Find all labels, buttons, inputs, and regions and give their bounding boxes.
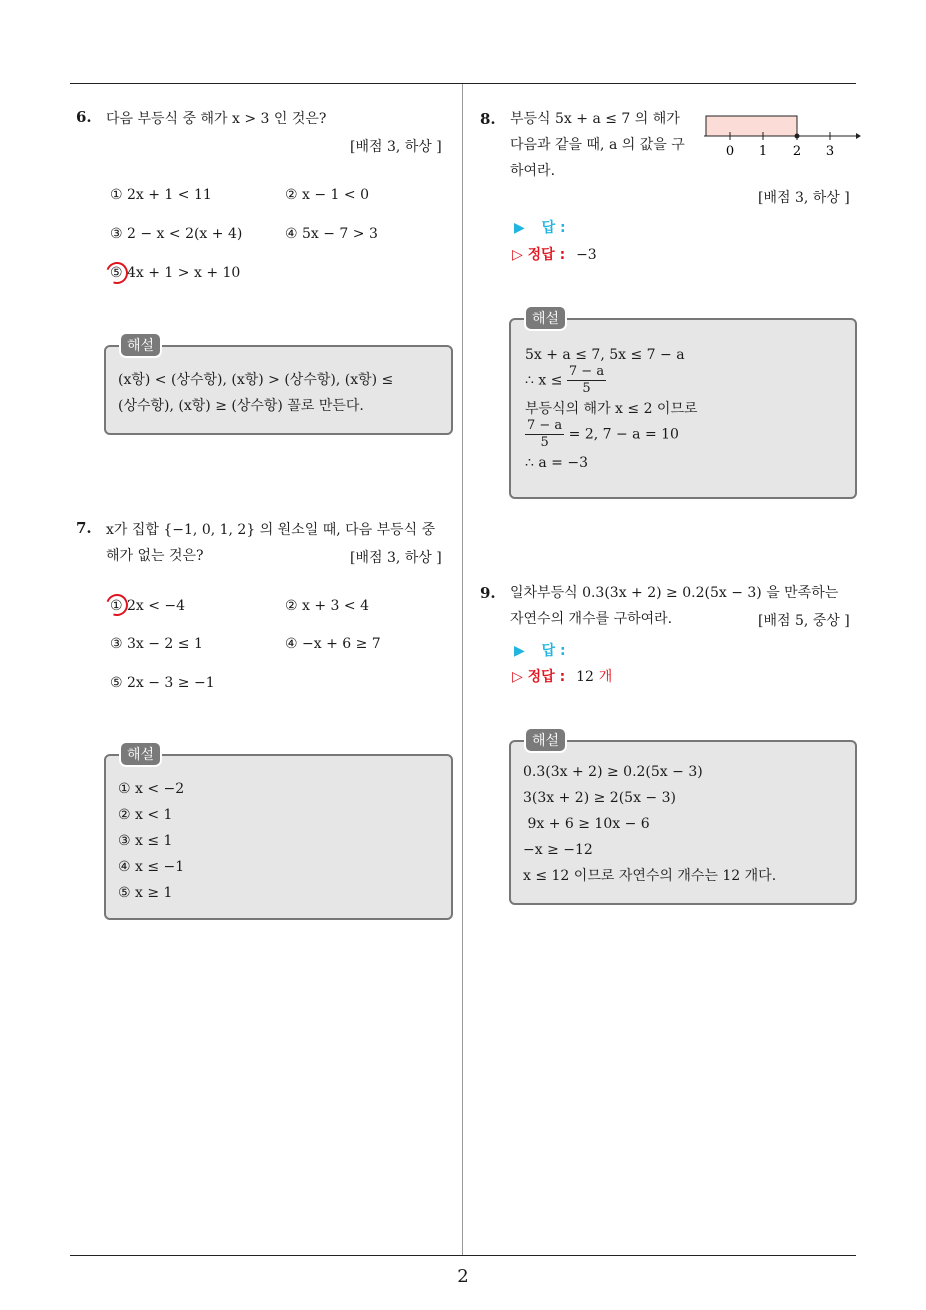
q6-explanation-box xyxy=(104,345,453,435)
question-8-number: 8. xyxy=(480,110,496,128)
q7-explain-line-5: ⑤ x ≥ 1 xyxy=(118,885,173,901)
question-7-text-line-1: x가 집합 {−1, 0, 1, 2} 의 원소일 때, 다음 부등식 중 xyxy=(106,522,436,538)
q6-choice-3[interactable]: ③ 2 − x < 2(x + 4) xyxy=(110,226,243,242)
q9-correct-unit: 개 xyxy=(598,669,613,685)
outline-arrow-icon: ▷ xyxy=(512,247,523,263)
page-number: 2 xyxy=(457,1266,469,1287)
question-8-text-line-1: 부등식 5x + a ≤ 7 의 해가 xyxy=(510,111,680,127)
q8-therefore-x: ∴ x ≤ xyxy=(525,372,563,389)
question-8-text-line-2: 다음과 같을 때, a 의 값을 구 xyxy=(510,137,685,153)
question-8-score: [배점 3, 하상 ] xyxy=(758,190,850,206)
q8-explain-line-2 xyxy=(525,364,606,397)
column-divider xyxy=(462,84,463,1256)
question-8-text-line-3: 하여라. xyxy=(510,163,556,179)
q9-explanation-box xyxy=(509,740,857,905)
q9-correct-row xyxy=(512,666,612,686)
q8-answer-label: 답 : xyxy=(541,220,566,236)
q7-explain-line-2: ② x < 1 xyxy=(118,807,173,823)
q9-explain-line-5: x ≤ 12 이므로 자연수의 개수는 12 개다. xyxy=(523,868,777,884)
q9-explain-line-1: 0.3(3x + 2) ≥ 0.2(5x − 3) xyxy=(523,764,703,780)
question-6-number: 6. xyxy=(76,108,92,126)
q7-choice-5[interactable]: ⑤ 2x − 3 ≥ −1 xyxy=(110,675,215,691)
question-6-text: 다음 부등식 중 해가 x > 3 인 것은? xyxy=(106,111,327,127)
q8-answer-row[interactable] xyxy=(514,217,566,237)
q7-choice-1[interactable]: ① 2x < −4 xyxy=(110,598,186,614)
solution-region xyxy=(706,116,797,136)
q7-choice-3[interactable]: ③ 3x − 2 ≤ 1 xyxy=(110,636,203,652)
play-arrow-icon: ▶ xyxy=(514,643,525,659)
q8-fraction-2 xyxy=(525,418,564,451)
selected-answer-circle-icon xyxy=(102,590,131,619)
q9-correct-label: 정답 : xyxy=(527,669,566,685)
q8-explanation-box xyxy=(509,318,857,499)
question-9-text-line-2: 자연수의 개수를 구하여라. xyxy=(510,611,673,627)
q8-explain-line-5: ∴ a = −3 xyxy=(525,455,588,471)
q6-choice-2[interactable]: ② x − 1 < 0 xyxy=(285,187,369,203)
q6-explain-line-1: (x항) < (상수항), (x항) > (상수항), (x항) ≤ xyxy=(118,372,394,388)
q9-answer-row[interactable] xyxy=(514,640,566,660)
q6-explanation-tag: 해설 xyxy=(119,332,162,358)
q9-explanation-tag: 해설 xyxy=(524,727,567,753)
question-7-text-line-2: 해가 없는 것은? xyxy=(106,548,204,564)
axis-arrow-icon xyxy=(856,133,861,139)
tick-label-3: 3 xyxy=(825,144,835,159)
tick-label-2: 2 xyxy=(792,144,802,159)
q6-choice-5[interactable]: ⑤ 4x + 1 > x + 10 xyxy=(110,265,241,281)
q6-choice-1[interactable]: ① 2x + 1 < 11 xyxy=(110,187,212,203)
question-7-number: 7. xyxy=(76,519,92,537)
q8-correct-label: 정답 : xyxy=(527,247,566,263)
q6-choice-4[interactable]: ④ 5x − 7 > 3 xyxy=(285,226,378,242)
tick-label-1: 1 xyxy=(758,144,768,159)
q8-explain-line-4 xyxy=(525,418,679,451)
q7-choice-2[interactable]: ② x + 3 < 4 xyxy=(285,598,369,614)
q8-fraction-2-numerator: 7 − a xyxy=(527,418,563,433)
bottom-rule xyxy=(70,1255,856,1256)
question-7-score: [배점 3, 하상 ] xyxy=(350,550,442,566)
number-line-diagram xyxy=(700,108,862,162)
q8-correct-value: −3 xyxy=(576,247,597,263)
selected-answer-circle-icon xyxy=(102,258,131,287)
q7-explain-line-4: ④ x ≤ −1 xyxy=(118,859,185,875)
q8-fraction-1-numerator: 7 − a xyxy=(568,364,605,379)
endpoint-dot-icon xyxy=(795,134,800,139)
q8-equation: = 2, 7 − a = 10 xyxy=(568,426,679,443)
q8-explanation-tag: 해설 xyxy=(524,305,567,331)
top-rule xyxy=(70,83,856,84)
question-9-number: 9. xyxy=(480,584,496,602)
q8-explain-line-1: 5x + a ≤ 7, 5x ≤ 7 − a xyxy=(525,347,685,363)
q9-explain-line-2: 3(3x + 2) ≥ 2(5x − 3) xyxy=(523,790,676,806)
q7-explanation-box xyxy=(104,754,453,920)
q9-explain-line-3: 9x + 6 ≥ 10x − 6 xyxy=(523,816,650,832)
q7-explain-line-3: ③ x ≤ 1 xyxy=(118,833,173,849)
q8-fraction-1-denominator: 5 xyxy=(582,381,591,396)
q8-fraction-2-denominator: 5 xyxy=(540,435,549,450)
q7-explanation-tag: 해설 xyxy=(119,741,162,767)
q7-choice-4[interactable]: ④ −x + 6 ≥ 7 xyxy=(285,636,381,652)
q8-fraction-1 xyxy=(567,364,606,397)
q6-explain-line-2: (상수항), (x항) ≥ (상수항) 꼴로 만든다. xyxy=(118,398,364,414)
outline-arrow-icon: ▷ xyxy=(512,669,523,685)
play-arrow-icon: ▶ xyxy=(514,220,525,236)
q8-correct-row xyxy=(512,244,597,264)
question-6-score: [배점 3, 하상 ] xyxy=(350,139,442,155)
q7-explain-line-1: ① x < −2 xyxy=(118,781,185,797)
question-9-score: [배점 5, 중상 ] xyxy=(758,613,850,629)
q9-answer-label: 답 : xyxy=(541,643,566,659)
q9-correct-value: 12 xyxy=(576,669,594,685)
tick-label-0: 0 xyxy=(725,144,735,159)
q9-explain-line-4: −x ≥ −12 xyxy=(523,842,593,858)
question-9-text-line-1: 일차부등식 0.3(3x + 2) ≥ 0.2(5x − 3) 을 만족하는 xyxy=(510,585,839,601)
q8-explain-line-3: 부등식의 해가 x ≤ 2 이므로 xyxy=(525,401,698,417)
